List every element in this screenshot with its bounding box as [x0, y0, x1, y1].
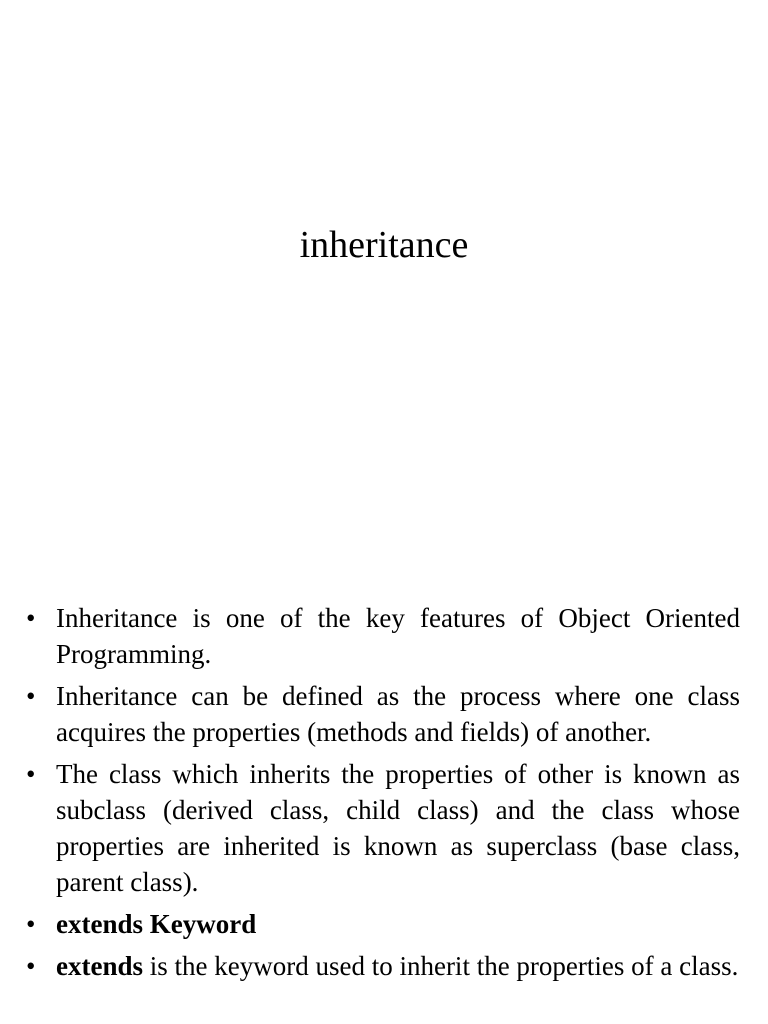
bullet-text: Inheritance can be defined as the process where one class acquires the properties (methods and fields) of another. — [56, 681, 740, 747]
bullet-text: The class which inherits the properties of other is known as subclass (derived class, child class) and the class whose properties are inherited is known as superclass (base class, parent class). — [56, 759, 740, 897]
bullet-dot-icon: • — [26, 681, 36, 711]
bullet-item — [26, 948, 740, 984]
bullet-list — [26, 600, 740, 990]
bullet-dot-icon: • — [26, 603, 36, 633]
bullet-text: is the keyword used to inherit the properties of a class. — [143, 951, 739, 981]
slide-title: inheritance — [299, 224, 469, 266]
bullet-text: Inheritance is one of the key features of Object Oriented Programming. — [56, 603, 740, 669]
bullet-dot-icon: • — [26, 759, 36, 789]
bullet-dot-icon: • — [26, 909, 36, 939]
bullet-dot-icon: • — [26, 951, 36, 981]
bullet-item — [26, 678, 740, 750]
bullet-item — [26, 600, 740, 672]
bullet-bold-text: extends Keyword — [56, 909, 257, 939]
bullet-bold-text: extends — [56, 951, 143, 981]
bullet-item — [26, 756, 740, 900]
bullet-item — [26, 906, 740, 942]
